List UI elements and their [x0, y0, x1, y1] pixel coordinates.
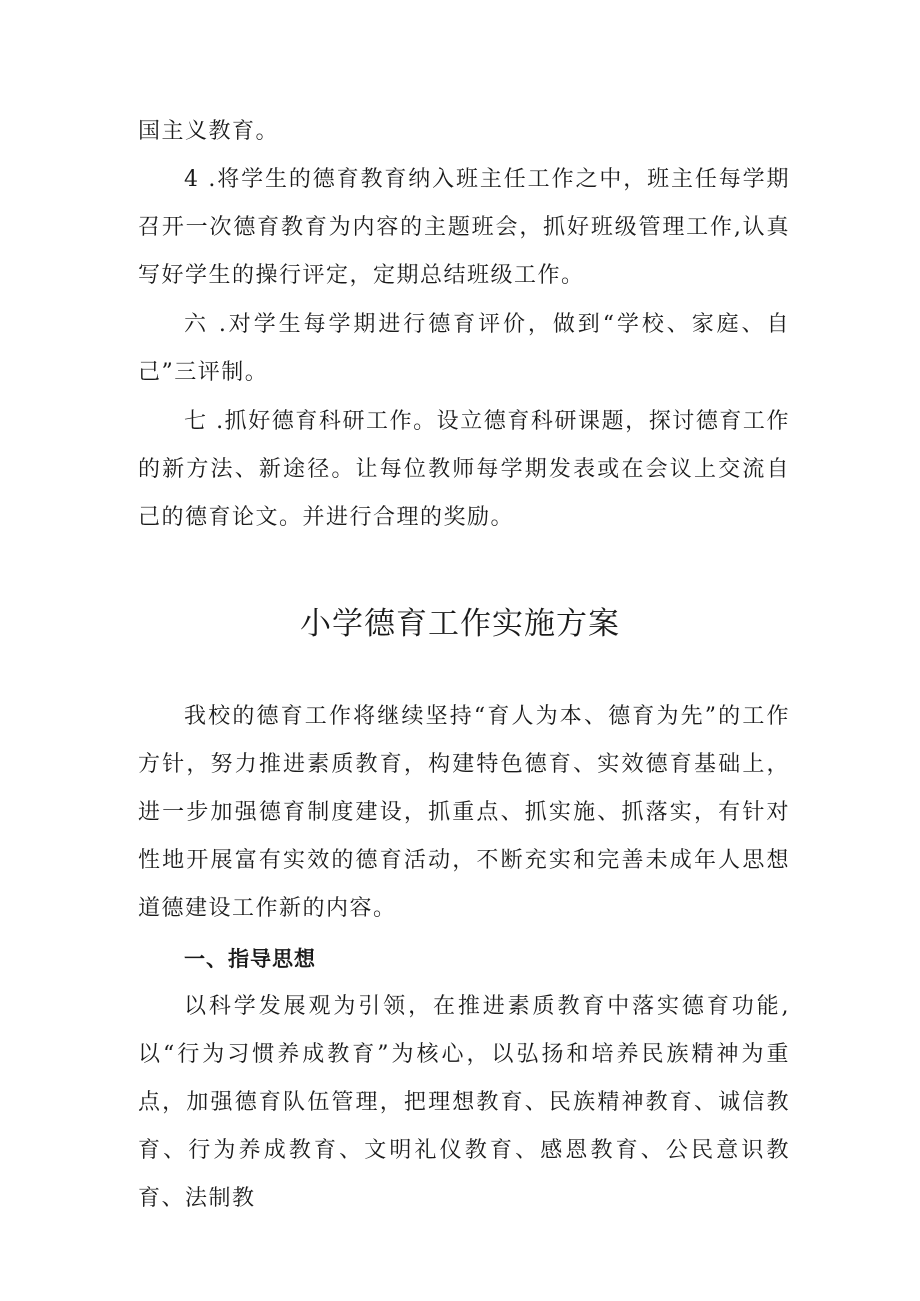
paragraph-continuation: 国主义教育。 [138, 119, 280, 144]
document-title: 小学德育工作实施方案 [300, 606, 620, 642]
section-heading-guiding-ideology: 一、指导思想 [184, 947, 316, 971]
paragraph-item-4: 4 .将学生的德育教育纳入班主任工作之中，班主任每学期召开一次德育教育为内容的主题班会，抓好班级管理工作,认真写好学生的操行评定，定期总结班级工作。 [138, 167, 790, 288]
intro-paragraph: 我校的德育工作将继续坚持“育人为本、德育为先”的工作方针，努力推进素质教育，构建特色德育、实效德育基础上，进一步加强德育制度建设，抓重点、抓实施、抓落实，有针对性地开展富有实效的德育活动，不断充实和完善未成年人思想道德建设工作新的内容。 [138, 704, 790, 921]
paragraph-item-6: 六 .对学生每学期进行德育评价，做到“学校、家庭、自己”三评制。 [138, 312, 790, 385]
section-body-guiding-ideology: 以科学发展观为引领，在推进素质教育中落实德育功能,以“行为习惯养成教育”为核心，以弘扬和培养民族精神为重点，加强德育队伍管理，把理想教育、民族精神教育、诚信教育、行为养成教育、文明礼仪教育、感恩教育、公民意识教育、法制教 [138, 994, 790, 1211]
paragraph-item-7: 七 .抓好德育科研工作。设立德育科研课题，探讨德育工作的新方法、新途径。让每位教师每学期发表或在会议上交流自己的德育论文。并进行合理的奖励。 [138, 409, 790, 530]
